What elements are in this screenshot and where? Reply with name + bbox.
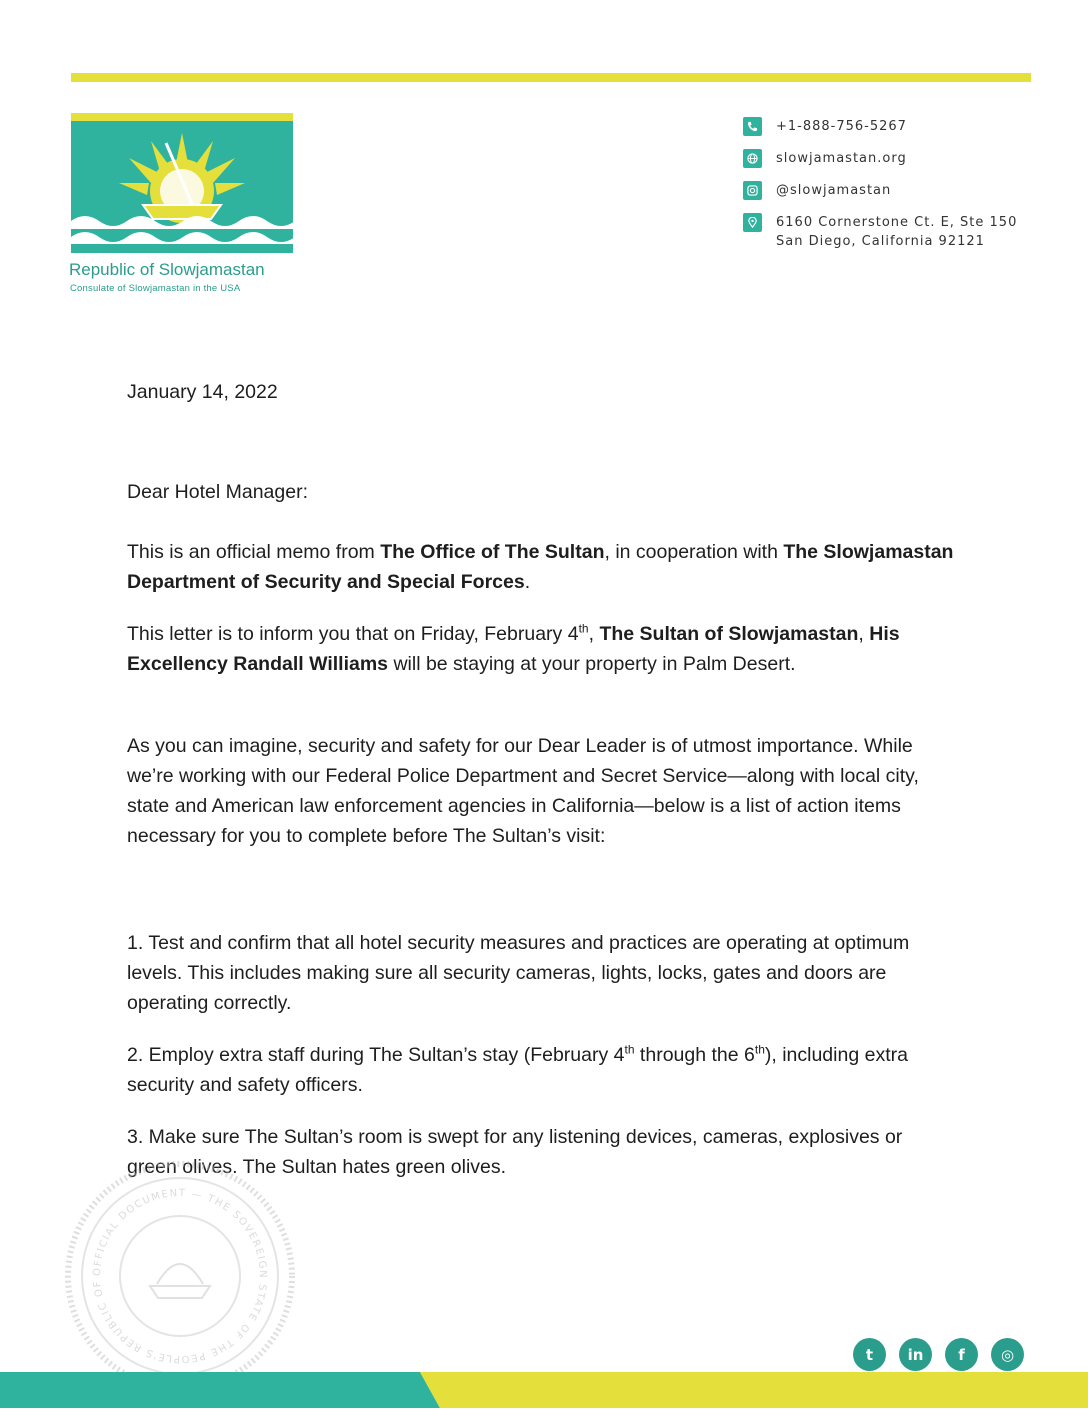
phone-icon	[743, 117, 762, 136]
action-item-2: 2. Employ extra staff during The Sultan’s stay (February 4th through the 6th), including extra security and safety officers.	[127, 1042, 908, 1096]
linkedin-icon[interactable]: in	[899, 1338, 932, 1371]
contact-block	[743, 117, 1043, 264]
letter-salutation: Dear Hotel Manager:	[127, 481, 309, 503]
contact-address-line1: 6160 Cornerstone Ct. E, Ste 150	[776, 215, 1018, 230]
letter-date: January 14, 2022	[127, 381, 278, 403]
globe-icon	[743, 149, 762, 168]
contact-instagram-text: @slowjamastan	[776, 183, 892, 198]
bottom-color-band	[0, 1372, 1088, 1408]
seal-text: OFFICIAL DOCUMENT — THE SOVEREIGN STATE OF THE PEOPLE'S REPUBLIC OF	[91, 1187, 269, 1365]
contact-phone	[743, 117, 1043, 136]
contact-address-line2: San Diego, California 92121	[776, 234, 985, 249]
contact-instagram	[743, 181, 1043, 200]
slowjamastan-emblem-logo	[71, 113, 293, 253]
location-pin-icon	[743, 213, 762, 232]
contact-address	[743, 213, 1043, 251]
contact-phone-text: +1-888-756-5267	[776, 119, 907, 134]
paragraph-1: This is an official memo from The Office of The Sultan, in cooperation with The Slowjamastan Department of Security and Special Forces.	[127, 541, 954, 593]
action-item-3: 3. Make sure The Sultan’s room is swept for any listening devices, cameras, explosives or green olives. The Sultan hates green olives.	[127, 1126, 903, 1178]
social-links	[853, 1338, 1037, 1371]
top-yellow-rule	[71, 73, 1031, 82]
contact-website	[743, 149, 1043, 168]
paragraph-2: This letter is to inform you that on Friday, February 4th, The Sultan of Slowjamastan, His Excellency Randall Williams will be staying at your property in Palm Desert.	[127, 621, 900, 675]
instagram-icon	[743, 181, 762, 200]
instagram-icon[interactable]: ◎	[991, 1338, 1024, 1371]
paragraph-3: As you can imagine, security and safety for our Dear Leader is of utmost importance. While we’re working with our Federal Police Department and Secret Service—along with local city, state and American law enforcement agencies in California—below is a list of action items necessary for you to complete before The Sultan’s visit:	[127, 735, 919, 847]
action-item-1: 1. Test and confirm that all hotel security measures and practices are operating at optimum levels. This includes making sure all security cameras, lights, locks, gates and doors are operating correctly.	[127, 932, 910, 1014]
org-name: Republic of Slowjamastan	[69, 260, 265, 279]
org-subtitle: Consulate of Slowjamastan in the USA	[70, 283, 241, 294]
twitter-icon[interactable]: t	[853, 1338, 886, 1371]
contact-website-text: slowjamastan.org	[776, 151, 907, 166]
facebook-icon[interactable]: f	[945, 1338, 978, 1371]
official-embossed-seal	[62, 1158, 298, 1394]
